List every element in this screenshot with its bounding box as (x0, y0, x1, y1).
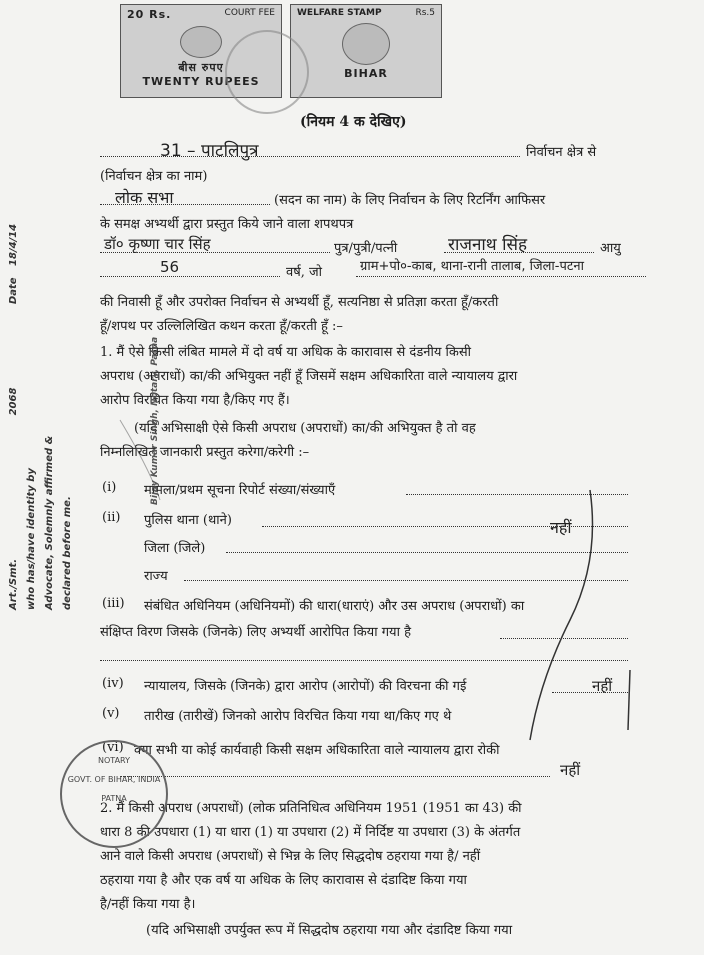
relation-label: पुत्र/पुत्री/पत्नी (334, 241, 398, 256)
margin-attestation-4: declared before me. (62, 496, 73, 610)
para2-line1: (यदि अभिसाक्षी ऐसे किसी अपराध (अपराधों) का/की अभियुक्त है तो वह (134, 421, 476, 436)
father-name-handwritten: राजनाथ सिंह (448, 235, 527, 255)
para3-line1: 2. मैं किसी अपराध (अपराधों) (लोक प्रतिनिधित्व अधिनियम 1951 (1951 का 43) की (100, 801, 522, 816)
item-iii-number: (iii) (102, 596, 125, 611)
state-label: राज्य (144, 569, 168, 584)
margin-number: 2068 (8, 387, 19, 416)
margin-attestation-3: Advocate, Solemnly affirmed & (44, 435, 55, 610)
item-i-number: (i) (102, 480, 117, 495)
welfare-title: WELFARE STAMP (297, 8, 382, 18)
item-v-text: तारीख (तारीखें) जिनको आरोप विरचित किया गया था/किए गए थे (144, 709, 452, 724)
para1-line1: 1. मैं ऐसे किसी लंबित मामले में दो वर्ष या अधिक के कारावास से दंडनीय किसी (100, 345, 472, 360)
house-suffix: (सदन का नाम) के लिए निर्वाचन के लिए रिटर्निंग आफिसर (274, 193, 546, 208)
resident-label: वर्ष, जो (286, 265, 323, 280)
welfare-state: BIHAR (344, 67, 388, 80)
nahi-3-handwritten: नहीं (560, 761, 581, 779)
district-label: जिला (जिले) (144, 541, 206, 556)
house-handwritten: लोक सभा (115, 188, 174, 207)
margin-date-label: Date (8, 277, 19, 305)
form-heading: (नियम 4 क देखिए) (300, 114, 407, 130)
para2-line2: निम्नलिखित जानकारी प्रस्तुत करेगा/करेगी :– (100, 445, 310, 460)
declaration-line-1: की निवासी हूँ और उपरोक्त निर्वाचन से अभ्यर्थी हूँ, सत्यनिष्ठा से प्रतिज्ञा करता हूँ/करती (100, 295, 499, 310)
margin-date: 18/4/14 (8, 223, 19, 266)
item-vi-text: क्या सभी या कोई कार्यवाही किसी सक्षम अधिकारिता वाले न्यायालय द्वारा रोकी (134, 743, 500, 758)
item-ii-text: पुलिस थाना (थाने) (144, 513, 232, 528)
para3-line5: है/नहीं किया गया है। (100, 897, 196, 912)
stamp-name: COURT FEE (224, 8, 275, 18)
item-v-number: (v) (102, 706, 120, 721)
para3-line3: आने वाले किसी अपराध (अपराधों) से भिन्न के लिए सिद्धदोष ठहराया गया है/ नहीं (100, 849, 481, 864)
stamp-value: 20 Rs. (127, 8, 172, 21)
para3-line4: ठहराया गया है और एक वर्ष या अधिक के लिए कारावास से दंडादिष्ट किया गया (100, 873, 467, 888)
candidate-name-handwritten: डॉ० कृष्णा चार सिंह (104, 235, 211, 253)
item-iii-text-2: संक्षिप्त विरण जिसके (जिनके) लिए अभ्यर्थी आरोपित किया गया है (100, 625, 411, 640)
item-vi-number: (vi) (102, 740, 124, 755)
item-iv-text: न्यायालय, जिसके (जिनके) द्वारा आरोप (आरोपों) की विरचना की गई (144, 679, 467, 694)
item-iii-text-1: संबंधित अधिनियम (अधिनियमों) की धारा(धाराएं) और उस अपराध (अपराधों) का (144, 599, 525, 614)
age-label: आयु (600, 241, 621, 256)
constituency-label: (निर्वाचन क्षेत्र का नाम) (100, 169, 208, 184)
nahi-1-handwritten: नहीं (550, 518, 572, 537)
notary-seal-line1: NOTARY (98, 756, 130, 765)
constituency-suffix: निर्वाचन क्षेत्र से (526, 145, 597, 160)
item-iv-number: (iv) (102, 676, 124, 691)
age-handwritten: 56 (160, 258, 180, 276)
margin-attestation-2: who has/have identity by (26, 468, 37, 610)
affidavit-title-line: के समक्ष अभ्यर्थी द्वारा प्रस्तुत किये जाने वाला शपथपत्र (100, 217, 354, 232)
item-i-text: मामला/प्रथम सूचना रिपोर्ट संख्या/संख्याएँ (144, 483, 336, 498)
stamp-bottom-text: TWENTY RUPEES (142, 75, 260, 88)
address-handwritten: ग्राम+पो०-काब, थाना-रानी तालाब, जिला-पटना (360, 259, 585, 274)
nahi-2-handwritten: नहीं (592, 677, 613, 695)
notary-seal-line2: GOVT. OF BIHAR, INDIA (67, 775, 161, 784)
constituency-handwritten: 31 – पाटलिपुत्र (160, 141, 259, 161)
para1-line2: अपराध (अपराधों) का/की अभियुक्त नहीं हूँ जिसमें सक्षम अधिकारिता वाले न्यायालय द्वारा (100, 369, 518, 384)
welfare-value: Rs.5 (415, 8, 435, 18)
declaration-line-2: हूँ/शपथ पर उल्लिलिखित कथन करता हूँ/करती हूँ :– (100, 319, 343, 334)
para4-line1: (यदि अभिसाक्षी उपर्युक्त रूप में सिद्धदोष ठहराया गया और दंडादिष्ट किया गया (146, 923, 513, 938)
notary-vertical-stamp: Bijay Kumar Singh, Notary, Patna (150, 336, 160, 505)
item-ii-number: (ii) (102, 510, 121, 525)
para1-line3: आरोप विरचित किया गया है/किए गए हैं। (100, 393, 290, 408)
notary-seal-line3: PATNA (101, 794, 127, 803)
stamp-hindi-word: बीस रुपए (178, 61, 224, 74)
margin-text-1: Art./Smt. (8, 558, 19, 610)
para3-line2: धारा 8 की उपधारा (1) या धारा (1) या उपधारा (2) में निर्दिष्ट या उपधारा (3) के अंतर्गत (100, 825, 521, 840)
